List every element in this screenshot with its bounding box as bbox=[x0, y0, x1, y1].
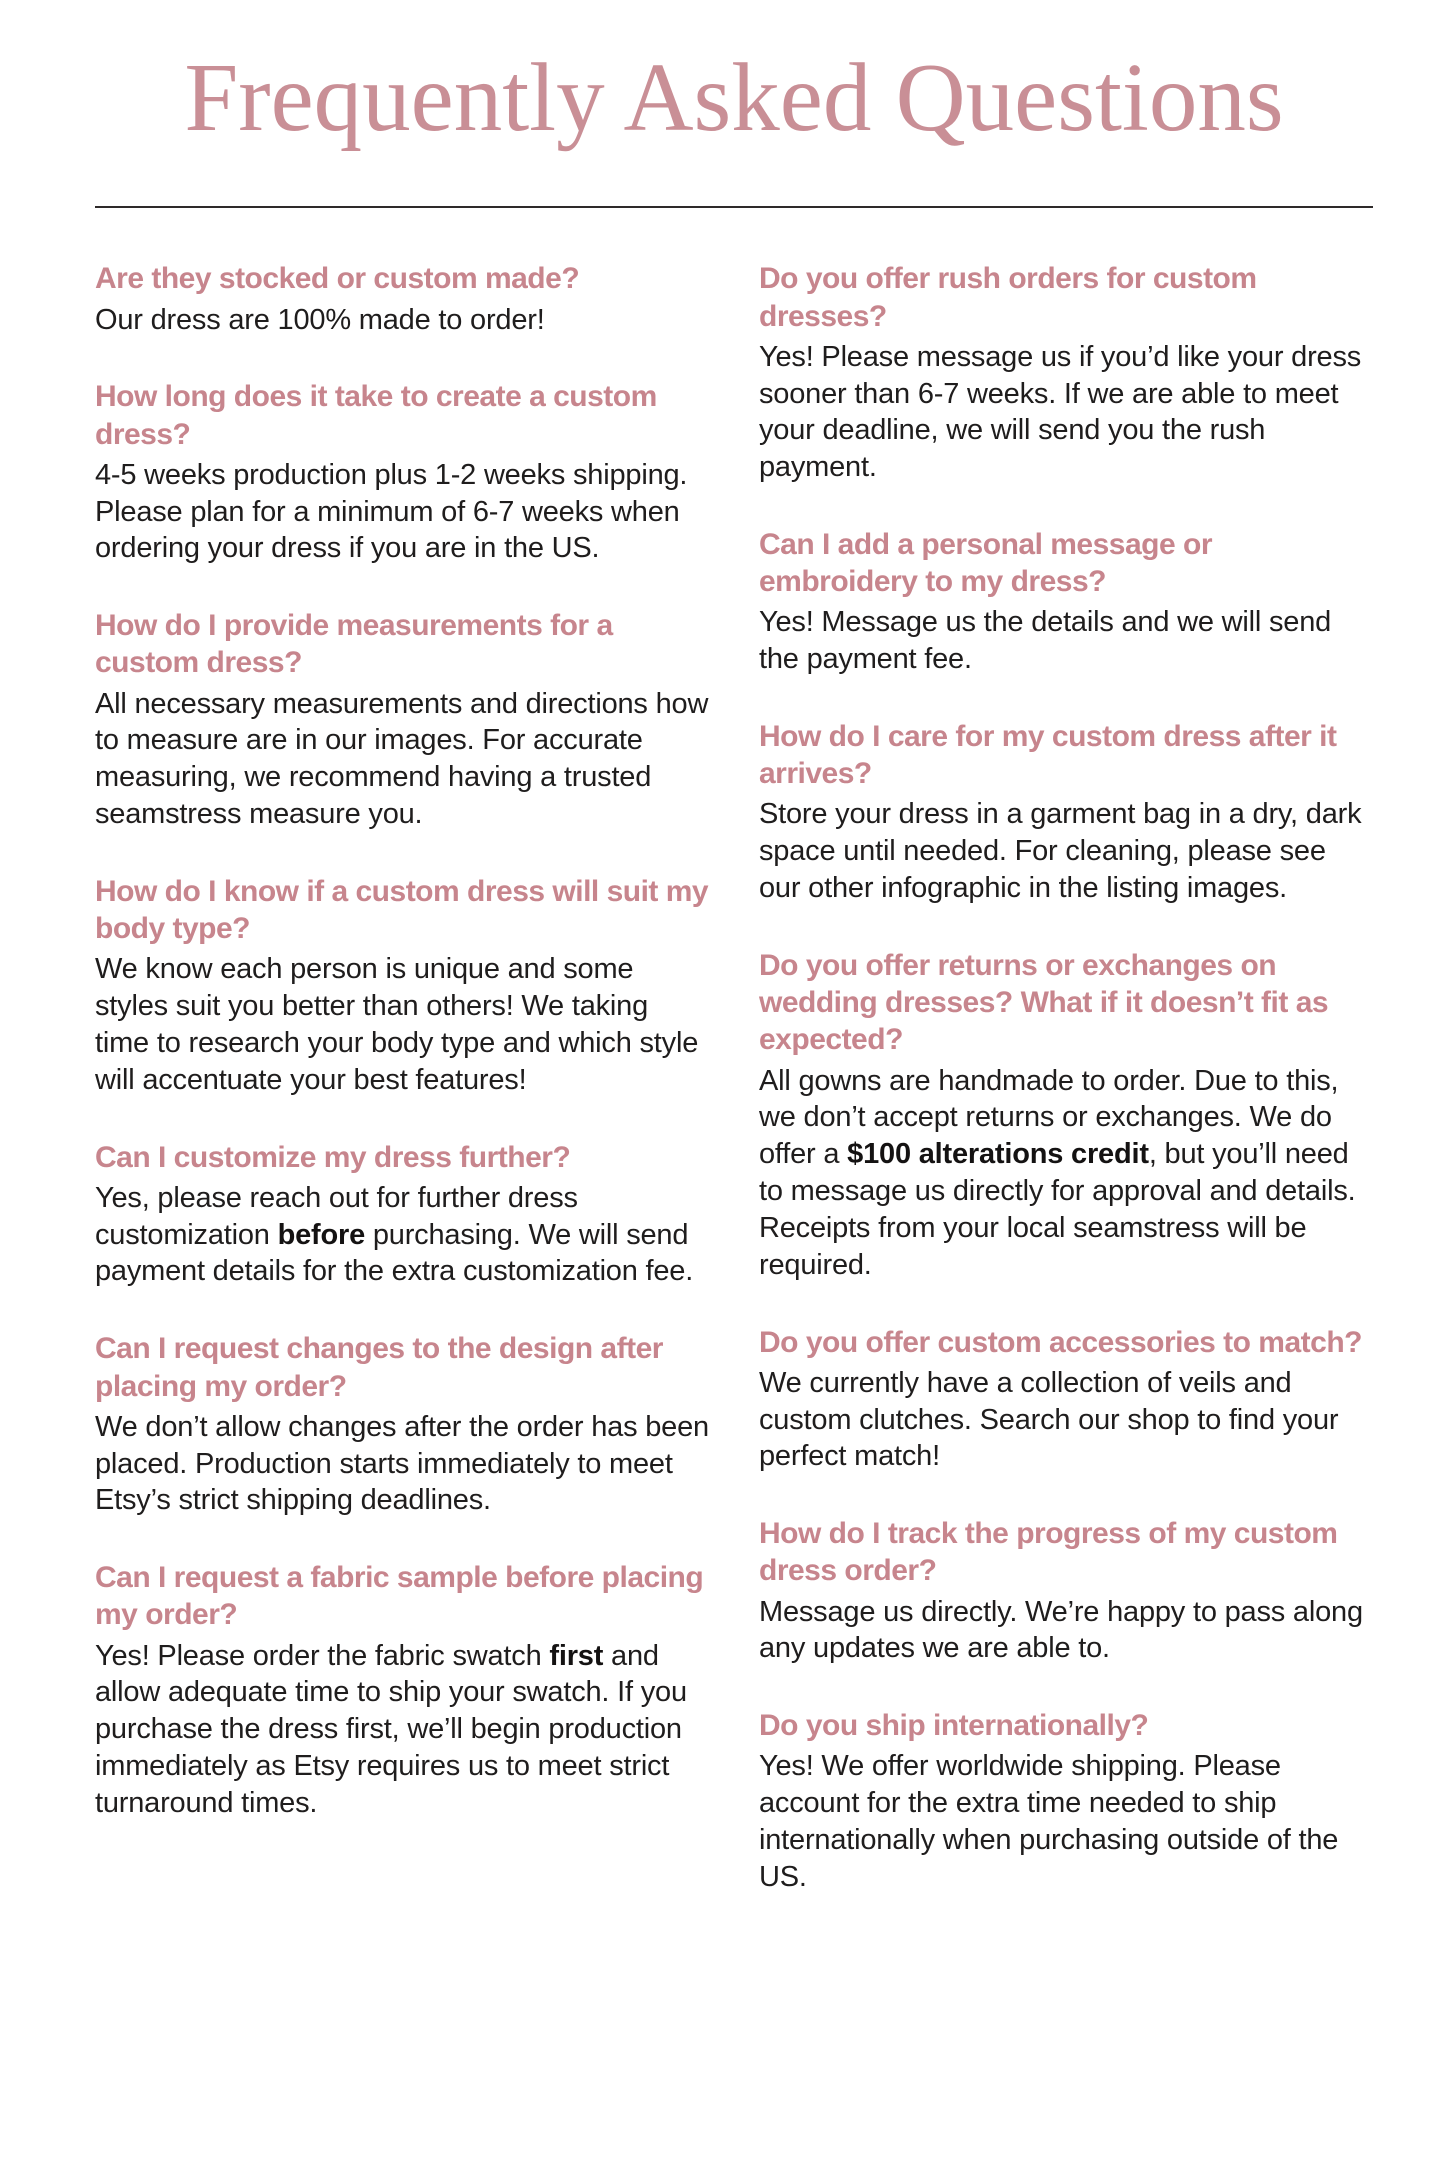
faq-question: How do I track the progress of my custom dress order? bbox=[759, 1517, 1338, 1588]
faq-answer: We currently have a collection of veils and custom clutches. Search our shop to find your perfect match! bbox=[759, 1366, 1339, 1473]
faq-question: Are they stocked or custom made? bbox=[95, 262, 580, 296]
faq-question: How do I care for my custom dress after it arrives? bbox=[759, 720, 1337, 791]
faq-columns bbox=[95, 260, 1373, 1935]
faq-item bbox=[759, 1515, 1373, 1667]
faq-item bbox=[95, 260, 709, 338]
faq-question: Do you offer returns or exchanges on wedding dresses? What if it doesn’t fit as expected? bbox=[759, 948, 1329, 1057]
faq-item bbox=[759, 1707, 1373, 1896]
faq-answer: All necessary measurements and directions how to measure are in our images. For accurate measuring, we recommend having a trusted seamstress measure you. bbox=[95, 687, 709, 831]
faq-question: Can I request a fabric sample before placing my order? bbox=[95, 1561, 704, 1632]
faq-answer: Our dress are 100% made to order! bbox=[95, 303, 545, 336]
faq-answer: Store your dress in a garment bag in a dry, dark space until needed. For cleaning, please see our other infographic in the listing images. bbox=[759, 798, 1362, 905]
faq-item bbox=[95, 1559, 709, 1822]
faq-question: How do I provide measurements for a custom dress? bbox=[95, 609, 613, 680]
faq-question: Do you offer rush orders for custom dresses? bbox=[759, 262, 1257, 333]
faq-question: How long does it take to create a custom dress? bbox=[95, 380, 657, 451]
faq-column-left bbox=[95, 260, 709, 1935]
faq-item bbox=[759, 260, 1373, 486]
faq-question: Can I request changes to the design after placing my order? bbox=[95, 1332, 663, 1403]
faq-item bbox=[95, 1330, 709, 1519]
faq-question: Do you offer custom accessories to match? bbox=[759, 1325, 1362, 1359]
faq-answer: Yes, please reach out for further dress customization before purchasing. We will send payment details for the extra customization fee. bbox=[95, 1181, 694, 1288]
faq-answer: Message us directly. We’re happy to pass along any updates we are able to. bbox=[759, 1595, 1363, 1665]
faq-item bbox=[95, 873, 709, 1099]
faq-question: Do you ship internationally? bbox=[759, 1709, 1149, 1743]
faq-answer: Yes! Please order the fabric swatch first and allow adequate time to ship your swatch. If you purchase the dress first, we’ll begin production immediately as Etsy requires us to meet strict turnaround times. bbox=[95, 1639, 687, 1819]
faq-answer: We know each person is unique and some styles suit you better than others! We taking time to research your body type and which style will accentuate your best features! bbox=[95, 953, 699, 1096]
title-divider bbox=[95, 206, 1373, 208]
faq-answer: Yes! Please message us if you’d like your dress sooner than 6-7 weeks. If we are able to meet your deadline, we will send you the rush payment. bbox=[759, 340, 1362, 484]
faq-item bbox=[95, 1139, 709, 1291]
faq-answer: 4-5 weeks production plus 1-2 weeks shipping. Please plan for a minimum of 6-7 weeks when ordering your dress if you are in the US. bbox=[95, 458, 688, 565]
faq-question: Can I add a personal message or embroidery to my dress? bbox=[759, 528, 1213, 599]
faq-answer: All gowns are handmade to order. Due to this, we don’t accept returns or exchanges. We do offer a $100 alterations credit, but you’ll need to message us directly for approval and details. Receipts from your local seamstress will be required. bbox=[759, 1064, 1356, 1281]
faq-answer: Yes! Message us the details and we will send the payment fee. bbox=[759, 606, 1332, 676]
faq-answer: Yes! We offer worldwide shipping. Please account for the extra time needed to ship internationally when purchasing outside of the US. bbox=[759, 1750, 1339, 1893]
faq-column-right bbox=[759, 260, 1373, 1935]
faq-question: How do I know if a custom dress will suit my body type? bbox=[95, 874, 709, 946]
faq-item bbox=[95, 607, 709, 833]
faq-item bbox=[759, 947, 1373, 1284]
faq-item bbox=[759, 526, 1373, 678]
faq-item bbox=[759, 718, 1373, 907]
faq-question: Can I customize my dress further? bbox=[95, 1140, 571, 1174]
faq-item bbox=[759, 1324, 1373, 1476]
page-title: Frequently Asked Questions bbox=[184, 44, 1284, 151]
faq-item bbox=[95, 378, 709, 567]
faq-answer: We don’t allow changes after the order has been placed. Production starts immediately to meet Etsy’s strict shipping deadlines. bbox=[95, 1410, 709, 1517]
